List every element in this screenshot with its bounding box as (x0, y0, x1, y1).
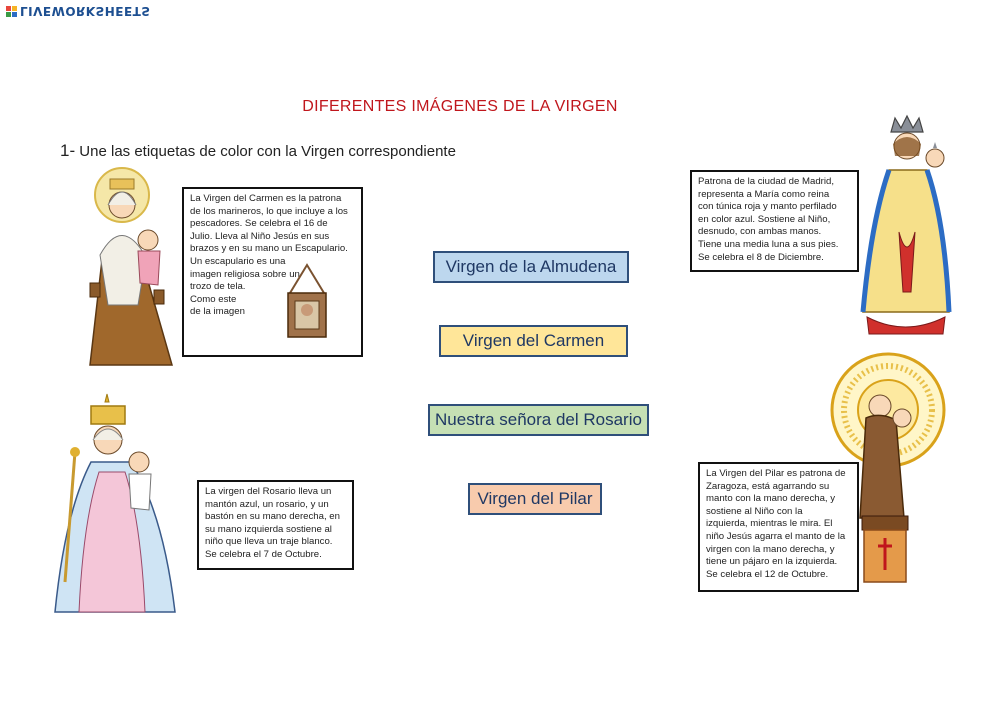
logo-square-blue (12, 12, 17, 17)
almudena-line: Tiene una media luna a sus pies. (698, 238, 839, 250)
instruction (60, 141, 456, 161)
carmen-line: La Virgen del Carmen es la patrona (190, 193, 342, 204)
liveworksheets-logo (6, 4, 150, 18)
pilar-line: izquierda, mientras le mira. El (706, 518, 833, 530)
almudena-line: representa a María como reina (698, 188, 830, 200)
pilar-description (698, 462, 859, 592)
pilar-line: niño Jesús agarra el manto de la (706, 530, 846, 542)
carmen-description (182, 187, 363, 357)
label-pilar[interactable]: Virgen del Pilar (468, 483, 602, 515)
instruction-text: Une las etiquetas de color con la Virgen correspondiente (79, 143, 456, 160)
logo-squares (6, 6, 17, 17)
virgen-rosario-image (45, 392, 185, 622)
pilar-line: tiene un pájaro en la izquierda. (706, 556, 838, 568)
instruction-number: 1- (60, 141, 76, 160)
rosario-line: su mano izquierda sostiene al (205, 523, 332, 535)
pilar-line: Se celebra el 12 de Octubre. (706, 568, 829, 580)
logo-square-red (6, 6, 11, 11)
rosario-line: bastón en su mano derecha, en (205, 511, 340, 523)
label-almudena[interactable]: Virgen de la Almudena (433, 251, 629, 283)
pilar-line: virgen con la mano derecha, y (706, 543, 835, 555)
carmen-line: brazos y en su mano un Escapulario. (190, 243, 348, 255)
rosario-description (197, 480, 354, 570)
escapulario-image (282, 263, 332, 343)
carmen-line: Como este (190, 293, 237, 305)
almudena-line: desnudo, con ambas manos. (698, 226, 822, 238)
almudena-line: Se celebra el 8 de Diciembre. (698, 251, 824, 263)
almudena-description (690, 170, 859, 272)
pilar-line: Zaragoza, está agarrando su (706, 480, 830, 492)
rosario-line: mantón azul, un rosario, y un (205, 498, 329, 510)
logo-square-green (6, 12, 11, 17)
pilar-line: manto con la mano derecha, y (706, 493, 836, 505)
page-title: DIFERENTES IMÁGENES DE LA VIRGEN (302, 98, 618, 115)
rosario-line: niño que lleva un traje blanco. (205, 536, 333, 548)
carmen-line: de los marineros, lo que incluye a los (190, 205, 348, 217)
virgen-almudena-image (855, 112, 955, 342)
pilar-line: sostiene al Niño con la (706, 505, 803, 517)
carmen-line: de la imagen (190, 306, 245, 318)
virgen-carmen-image (80, 165, 180, 380)
rosario-line: La virgen del Rosario lleva un (205, 486, 332, 497)
pilar-line: La Virgen del Pilar es patrona de (706, 468, 846, 479)
carmen-line: Un escapulario es una (190, 255, 286, 267)
carmen-line: Julio. Lleva al Niño Jesús en sus (190, 230, 330, 242)
carmen-line: trozo de tela. (190, 281, 246, 293)
almudena-line: Patrona de la ciudad de Madrid, (698, 176, 834, 187)
logo-square-yellow (12, 6, 17, 11)
logo-text: LIVEWORKSHEETS (20, 4, 151, 18)
almudena-line: en color azul. Sostiene al Niño, (698, 213, 831, 225)
rosario-line: Se celebra el 7 de Octubre. (205, 548, 322, 560)
carmen-line: pescadores. Se celebra el 16 de (190, 218, 328, 230)
carmen-line: imagen religiosa sobre un (190, 268, 300, 280)
label-rosario[interactable]: Nuestra señora del Rosario (428, 404, 649, 436)
label-carmen[interactable]: Virgen del Carmen (439, 325, 628, 357)
almudena-line: con túnica roja y manto perfilado (698, 201, 837, 213)
